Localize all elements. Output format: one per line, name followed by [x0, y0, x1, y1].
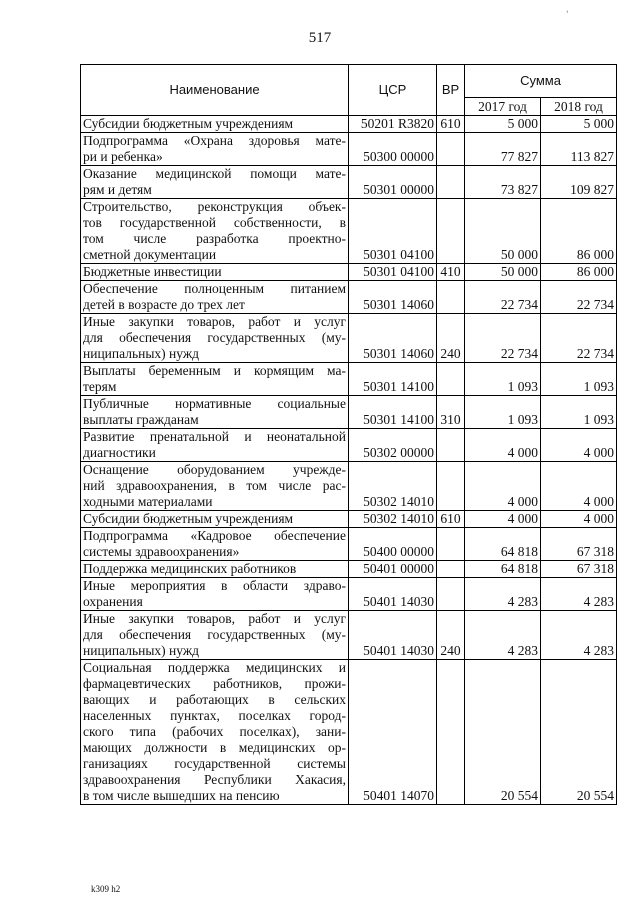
row-amount-2018: 109 827: [541, 166, 617, 199]
table-row: [81, 314, 617, 363]
row-name: [81, 281, 349, 314]
row-name-line: Подпрограмма «Кадровое обеспечение: [83, 528, 346, 543]
row-name-line: Публичные нормативные социальные: [83, 396, 346, 411]
row-amount-2018: 4 000: [541, 429, 617, 462]
row-name: [81, 396, 349, 429]
row-csr: 50401 00000: [349, 561, 437, 578]
row-amount-2018: 1 093: [541, 363, 617, 396]
row-amount-2017: 1 093: [465, 363, 541, 396]
row-name-line: ри и ребенка»: [83, 149, 163, 164]
row-amount-2017: 50 000: [465, 264, 541, 281]
row-name: [81, 660, 349, 805]
row-csr: 50301 04100: [349, 199, 437, 264]
row-name: [81, 462, 349, 511]
row-vr: 410: [437, 264, 465, 281]
row-amount-2018: 67 318: [541, 528, 617, 561]
table-row: [81, 166, 617, 199]
row-vr: [437, 133, 465, 166]
row-name-line: Развитие пренатальной и неонатальной: [83, 429, 346, 444]
row-vr: [437, 281, 465, 314]
row-name: [81, 363, 349, 396]
row-name-line: Обеспечение полноценным питанием: [83, 281, 346, 296]
row-amount-2017: 64 818: [465, 561, 541, 578]
row-amount-2017: 4 283: [465, 578, 541, 611]
table-row: [81, 116, 617, 133]
row-name-line: Подпрограмма «Охрана здоровья мате-: [83, 133, 346, 148]
row-name-line: Бюджетные инвестиции: [83, 264, 222, 279]
row-name-line: детей в возрасте до трех лет: [83, 297, 245, 312]
row-amount-2017: 20 554: [465, 660, 541, 805]
row-amount-2018: 86 000: [541, 199, 617, 264]
page-number: 517: [308, 30, 332, 46]
table-row: [81, 281, 617, 314]
row-name-line: населенных пунктах, поселках город-: [83, 708, 346, 723]
row-amount-2018: 22 734: [541, 281, 617, 314]
row-name-line: терям: [83, 379, 117, 394]
row-name-line: Выплаты беременным и кормящим ма-: [83, 363, 346, 378]
row-amount-2017: 4 000: [465, 429, 541, 462]
row-name-line: тов государственной собственности, в: [83, 215, 346, 230]
row-amount-2017: 77 827: [465, 133, 541, 166]
row-name-line: ниципальных) нужд: [83, 346, 200, 361]
row-name-line: ний здравоохранения, в том числе рас-: [83, 478, 346, 493]
header-csr: ЦСР: [349, 65, 437, 116]
row-name-line: Иные закупки товаров, работ и услуг: [83, 314, 346, 329]
row-name-line: ского типа (рабочих поселках), зани-: [83, 724, 346, 739]
table-row: [81, 133, 617, 166]
header-name: Наименование: [81, 65, 349, 116]
row-amount-2017: 22 734: [465, 281, 541, 314]
row-name-line: Оказание медицинской помощи мате-: [83, 166, 346, 181]
row-vr: [437, 660, 465, 805]
row-vr: 240: [437, 314, 465, 363]
row-csr: 50401 14030: [349, 578, 437, 611]
row-csr: 50302 00000: [349, 429, 437, 462]
table-row: [81, 611, 617, 660]
row-name-line: рям и детям: [83, 182, 152, 197]
row-name-line: в том числе вышедших на пенсию: [83, 788, 280, 803]
row-name: [81, 314, 349, 363]
table-row: [81, 396, 617, 429]
row-csr: 50301 14100: [349, 396, 437, 429]
row-name-line: Субсидии бюджетным учреждениям: [83, 116, 294, 131]
row-csr: 50401 14070: [349, 660, 437, 805]
row-name: [81, 511, 349, 528]
row-name: [81, 264, 349, 281]
row-vr: [437, 528, 465, 561]
row-csr: 50400 00000: [349, 528, 437, 561]
row-name-line: ганизациях государственной системы: [83, 756, 346, 771]
row-name-line: Субсидии бюджетным учреждениям: [83, 511, 294, 526]
row-name-line: охранения: [83, 594, 143, 609]
header-vr: ВР: [437, 65, 465, 116]
row-name-line: системы здравоохранения»: [83, 544, 240, 559]
table-body: [81, 116, 617, 805]
row-amount-2017: 4 000: [465, 511, 541, 528]
row-vr: [437, 166, 465, 199]
row-amount-2018: 4 283: [541, 611, 617, 660]
table-row: [81, 199, 617, 264]
row-name: [81, 133, 349, 166]
table-row: [81, 429, 617, 462]
row-amount-2018: 4 000: [541, 462, 617, 511]
row-name-line: ниципальных) нужд: [83, 643, 200, 658]
row-vr: [437, 578, 465, 611]
row-name-line: ходными материалами: [83, 494, 213, 509]
table-row: [81, 264, 617, 281]
row-name-line: том числе разработка проектно-: [83, 231, 346, 246]
row-amount-2017: 73 827: [465, 166, 541, 199]
row-csr: 50301 14100: [349, 363, 437, 396]
row-vr: [437, 561, 465, 578]
row-amount-2017: 1 093: [465, 396, 541, 429]
row-vr: [437, 429, 465, 462]
row-vr: [437, 199, 465, 264]
row-vr: 310: [437, 396, 465, 429]
row-amount-2018: 4 283: [541, 578, 617, 611]
row-name: [81, 578, 349, 611]
row-amount-2017: 4 000: [465, 462, 541, 511]
row-name-line: Социальная поддержка медицинских и: [83, 660, 346, 675]
table-row: [81, 363, 617, 396]
table-row: [81, 660, 617, 805]
row-csr: 50301 00000: [349, 166, 437, 199]
row-vr: 610: [437, 116, 465, 133]
row-vr: [437, 462, 465, 511]
row-name-line: для обеспечения государственных (му-: [83, 627, 346, 642]
row-amount-2017: 64 818: [465, 528, 541, 561]
row-name: [81, 429, 349, 462]
row-amount-2018: 20 554: [541, 660, 617, 805]
row-name: [81, 199, 349, 264]
table-row: [81, 528, 617, 561]
row-name-line: Поддержка медицинских работников: [83, 561, 297, 576]
row-csr: 50401 14030: [349, 611, 437, 660]
row-csr: 50300 00000: [349, 133, 437, 166]
row-name-line: диагностики: [83, 445, 156, 460]
corner-mark: ʻ: [566, 9, 569, 18]
header-year-2017: 2017 год: [465, 98, 541, 116]
row-amount-2018: 113 827: [541, 133, 617, 166]
row-csr: 50201 R3820: [349, 116, 437, 133]
row-amount-2018: 5 000: [541, 116, 617, 133]
footer-code: k309 h2: [91, 884, 121, 894]
row-amount-2017: 5 000: [465, 116, 541, 133]
row-name: [81, 528, 349, 561]
table-row: [81, 462, 617, 511]
row-name: [81, 561, 349, 578]
table-row: [81, 578, 617, 611]
row-name-line: для обеспечения государственных (му-: [83, 330, 346, 345]
row-name: [81, 611, 349, 660]
row-name: [81, 166, 349, 199]
row-name-line: Иные закупки товаров, работ и услуг: [83, 611, 346, 626]
row-name-line: выплаты гражданам: [83, 412, 199, 427]
row-csr: 50301 04100: [349, 264, 437, 281]
row-name: [81, 116, 349, 133]
row-vr: [437, 363, 465, 396]
row-csr: 50302 14010: [349, 462, 437, 511]
header-year-2018: 2018 год: [541, 98, 617, 116]
row-amount-2018: 67 318: [541, 561, 617, 578]
table-row: [81, 561, 617, 578]
row-amount-2018: 86 000: [541, 264, 617, 281]
row-amount-2017: 50 000: [465, 199, 541, 264]
row-vr: 240: [437, 611, 465, 660]
row-csr: 50301 14060: [349, 314, 437, 363]
row-name-line: Оснащение оборудованием учрежде-: [83, 462, 346, 477]
row-amount-2018: 4 000: [541, 511, 617, 528]
row-amount-2017: 4 283: [465, 611, 541, 660]
header-sum: Сумма: [465, 65, 617, 98]
row-amount-2018: 22 734: [541, 314, 617, 363]
table-row: [81, 511, 617, 528]
row-csr: 50302 14010: [349, 511, 437, 528]
row-amount-2018: 1 093: [541, 396, 617, 429]
row-name-line: вающих и работающих в сельских: [83, 692, 346, 707]
row-vr: 610: [437, 511, 465, 528]
row-name-line: Иные мероприятия в области здраво-: [83, 578, 346, 593]
row-name-line: сметной документации: [83, 247, 217, 262]
row-amount-2017: 22 734: [465, 314, 541, 363]
budget-table: [80, 64, 617, 805]
row-name-line: мающих должности в медицинских ор-: [83, 740, 346, 755]
row-name-line: фармацевтических работников, прожи-: [83, 676, 346, 691]
row-csr: 50301 14060: [349, 281, 437, 314]
row-name-line: Строительство, реконструкция объек-: [83, 199, 346, 214]
row-name-line: здравоохранения Республики Хакасия,: [83, 772, 346, 787]
